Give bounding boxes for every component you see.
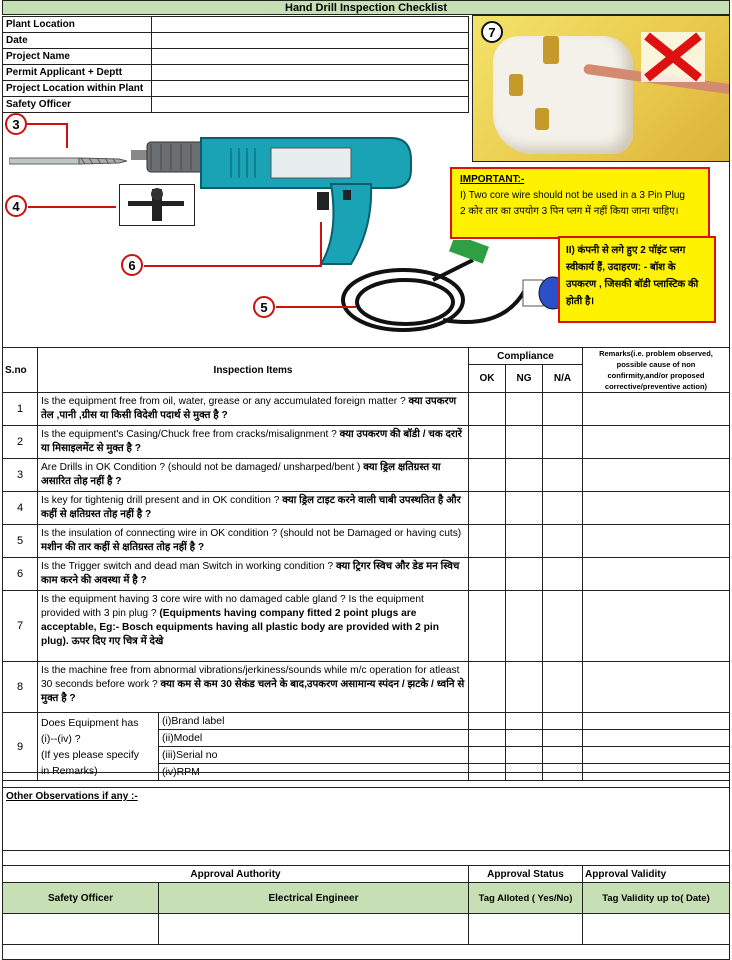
inspection-item bbox=[37, 491, 469, 525]
callout-text: 4 bbox=[12, 198, 20, 214]
item-hindi: क्या ट्रिगर स्विच और डेड मन स्विच काम करने की अवस्था में है ? bbox=[41, 561, 460, 586]
field-label: Project Location within Plant bbox=[2, 80, 152, 97]
inspection-item bbox=[37, 661, 469, 713]
item-hindi: क्या ड्रिल क्षतिग्रस्त या असारित तोह नहीं है ? bbox=[41, 462, 441, 487]
na-cell[interactable] bbox=[542, 661, 583, 713]
na-cell[interactable] bbox=[542, 712, 583, 730]
important-heading: IMPORTANT:- bbox=[460, 174, 525, 185]
remarks-cell[interactable] bbox=[582, 557, 730, 591]
item-english: Is the equipment's Casing/Chuck free from cracks/misalignment ? bbox=[41, 429, 337, 440]
row9-subitem: (iv)RPM bbox=[158, 763, 469, 781]
field-label: Plant Location bbox=[2, 16, 152, 33]
item-english: Is the Trigger switch and dead man Switch in working condition ? bbox=[41, 561, 334, 572]
callout-text: 6 bbox=[128, 257, 136, 273]
row9-line: (i)--(iv) ? bbox=[41, 733, 81, 745]
col-ok bbox=[468, 364, 506, 393]
item-english: Is the equipment free from oil, water, grease or any accumulated foreign matter ? bbox=[41, 396, 406, 407]
callout-3 bbox=[5, 113, 27, 135]
safety-officer-text: Safety Officer bbox=[47, 892, 114, 904]
important-note bbox=[450, 167, 710, 239]
approval-status bbox=[468, 865, 583, 883]
approval-validity-text: Approval Validity bbox=[585, 868, 667, 880]
plug-pin bbox=[509, 74, 523, 96]
other-obs-label: Other Observations if any :- bbox=[6, 791, 138, 802]
callout-line bbox=[276, 306, 356, 308]
na-cell[interactable] bbox=[542, 729, 583, 747]
spacer-row bbox=[2, 850, 730, 866]
items-text: Inspection Items bbox=[213, 364, 293, 376]
remarks-cell[interactable] bbox=[582, 746, 730, 764]
callout-line bbox=[27, 123, 67, 125]
row-number: 9 bbox=[2, 712, 38, 781]
remarks-cell[interactable] bbox=[582, 392, 730, 426]
ok-cell[interactable] bbox=[468, 557, 506, 591]
row-number: 3 bbox=[2, 458, 38, 492]
remarks-cell[interactable] bbox=[582, 491, 730, 525]
electrical-engineer-sign[interactable] bbox=[158, 913, 469, 945]
callout-text: 3 bbox=[12, 116, 20, 132]
remarks-text: Remarks(i.e. problem observed, possible cause of non confirmity,and/or proposed corrective/preventive action) bbox=[599, 349, 713, 391]
field-label: Permit Applicant + Deptt bbox=[2, 64, 152, 81]
ng-cell[interactable] bbox=[505, 746, 543, 764]
tag-alloted-head bbox=[468, 882, 583, 914]
ok-cell[interactable] bbox=[468, 746, 506, 764]
important-line2-hi: II) कंपनी से लगे हुए 2 पॉइंट प्लग स्वीकार्य हैं, उदाहरण: - बॉश के उपकरण , जिसकी बॉडी प्लास्टिक की होती है। bbox=[566, 245, 699, 307]
ng-cell[interactable] bbox=[505, 524, 543, 558]
na-cell[interactable] bbox=[542, 491, 583, 525]
field-value[interactable] bbox=[151, 96, 469, 113]
item-english: Is the machine free from abnormal vibrations/jerkiness/sounds while m/c operation for atleast 30 seconds before work ? bbox=[41, 665, 460, 690]
inspection-item bbox=[37, 590, 469, 662]
safety-officer-sign[interactable] bbox=[2, 913, 159, 945]
item-hindi: ऊपर दिए गए चित्र में देखे bbox=[71, 636, 164, 647]
ng-cell[interactable] bbox=[505, 491, 543, 525]
inspection-item bbox=[37, 557, 469, 591]
item-hindi: क्या उपकरण की बॉडी / चक दरारें या मिसाइलमेंट से मुक्त है ? bbox=[41, 429, 462, 454]
item-hindi: मशीन की तार कहीं से क्षतिग्रस्त तोह नहीं है ? bbox=[41, 542, 205, 553]
callout-5 bbox=[253, 296, 275, 318]
title-text: Hand Drill Inspection Checklist bbox=[285, 1, 447, 14]
col-sno bbox=[2, 347, 38, 393]
row9-subitem: (i)Brand label bbox=[158, 712, 469, 730]
inspection-item bbox=[37, 524, 469, 558]
ok-cell[interactable] bbox=[468, 425, 506, 459]
na-cell[interactable] bbox=[542, 458, 583, 492]
item-hindi: क्या कम से कम 30 सेकंड चलने के बाद,उपकरण असामान्य स्पंदन / झटके / ध्वनि से मुक्त है ? bbox=[41, 679, 465, 704]
approval-authority bbox=[2, 865, 469, 883]
row9-subitem: (iii)Serial no bbox=[158, 746, 469, 764]
approval-validity bbox=[582, 865, 730, 883]
callout-line bbox=[28, 206, 116, 208]
item-hindi: क्या ड्रिल टाइट करने वाली चाबी उपस्थतित है और कहीं से क्षतिग्रस्त तोह नहीं है ? bbox=[41, 495, 461, 520]
sno-text: S.no bbox=[5, 364, 27, 376]
tag-validity-value[interactable] bbox=[582, 913, 730, 945]
row-number: 4 bbox=[2, 491, 38, 525]
callout-4 bbox=[5, 195, 27, 217]
approval-status-text: Approval Status bbox=[487, 868, 564, 880]
page-title bbox=[2, 0, 730, 15]
col-items bbox=[37, 347, 469, 393]
field-value[interactable] bbox=[151, 32, 469, 49]
item-hindi: क्या उपकरण तेल ,पानी ,ग्रीस या किसी विदेशी पदार्थ से मुक्त है ? bbox=[41, 396, 457, 421]
item-english: Is the equipment having 3 core wire with no damaged cable gland ? Is the equipment provided with 3 pin plug ? bbox=[41, 594, 424, 619]
row-number: 6 bbox=[2, 557, 38, 591]
row-number: 2 bbox=[2, 425, 38, 459]
remarks-cell[interactable] bbox=[582, 425, 730, 459]
inspection-item bbox=[37, 425, 469, 459]
cable-and-plug-icon bbox=[333, 240, 573, 350]
row-number: 5 bbox=[2, 524, 38, 558]
field-value[interactable] bbox=[151, 48, 469, 65]
spacer-row bbox=[2, 772, 730, 788]
ng-cell[interactable] bbox=[505, 729, 543, 747]
remarks-cell[interactable] bbox=[582, 458, 730, 492]
tag-alloted-text: Tag Alloted ( Yes/No) bbox=[478, 892, 573, 904]
field-label: Project Name bbox=[2, 48, 152, 65]
field-label: Date bbox=[2, 32, 152, 49]
remarks-cell[interactable] bbox=[582, 712, 730, 730]
tag-alloted-value[interactable] bbox=[468, 913, 583, 945]
row-number: 1 bbox=[2, 392, 38, 426]
row9-line: (If yes please specify bbox=[41, 749, 140, 761]
ng-cell[interactable] bbox=[505, 458, 543, 492]
callout-line bbox=[320, 222, 322, 267]
remarks-cell[interactable] bbox=[582, 524, 730, 558]
bottom-row bbox=[2, 944, 730, 960]
callout-line bbox=[66, 123, 68, 148]
na-text: N/A bbox=[553, 373, 572, 384]
safety-officer-head bbox=[2, 882, 159, 914]
electrical-engineer-text: Electrical Engineer bbox=[268, 892, 359, 904]
ok-text: OK bbox=[479, 373, 495, 384]
row9-line: Does Equipment has bbox=[41, 717, 139, 729]
na-cell[interactable] bbox=[542, 524, 583, 558]
drill-bit-icon bbox=[9, 154, 119, 164]
ng-cell[interactable] bbox=[505, 590, 543, 662]
ok-cell[interactable] bbox=[468, 491, 506, 525]
item-english-note: (Equipments having company fitted 2 point plugs are acceptable, Eg:- Bosch equipments having all plastic body are provided with 2 pin plug). bbox=[41, 608, 439, 647]
callout-6 bbox=[121, 254, 143, 276]
electrical-engineer-head bbox=[158, 882, 469, 914]
other-observations[interactable] bbox=[2, 787, 730, 851]
callout-text: 5 bbox=[260, 299, 268, 315]
na-cell[interactable] bbox=[542, 746, 583, 764]
important-line1-en: I) Two core wire should not be used in a 3 Pin Plug bbox=[460, 190, 685, 201]
ok-cell[interactable] bbox=[468, 458, 506, 492]
ng-cell[interactable] bbox=[505, 661, 543, 713]
row9-subitem: (ii)Model bbox=[158, 729, 469, 747]
na-cell[interactable] bbox=[542, 557, 583, 591]
item-english: Is key for tightenig drill present and in OK condition ? bbox=[41, 495, 280, 506]
ng-cell[interactable] bbox=[505, 392, 543, 426]
important-line1-hi: 2 कोर तार का उपयोग 3 पिन प्लग में नहीं किया जाना चाहिए। bbox=[460, 206, 679, 217]
field-label: Safety Officer bbox=[2, 96, 152, 113]
ng-text: NG bbox=[516, 373, 532, 384]
na-cell[interactable] bbox=[542, 590, 583, 662]
ok-cell[interactable] bbox=[468, 524, 506, 558]
ok-cell[interactable] bbox=[468, 590, 506, 662]
important-note-2 bbox=[558, 236, 716, 323]
remarks-cell[interactable] bbox=[582, 590, 730, 662]
remarks-cell[interactable] bbox=[582, 661, 730, 713]
tag-validity-head bbox=[582, 882, 730, 914]
field-value[interactable] bbox=[151, 80, 469, 97]
ng-cell[interactable] bbox=[505, 425, 543, 459]
ok-cell[interactable] bbox=[468, 712, 506, 730]
callout-line bbox=[144, 265, 321, 267]
col-ng bbox=[505, 364, 543, 393]
plug-pin bbox=[543, 36, 559, 64]
field-value[interactable] bbox=[151, 64, 469, 81]
row-number: 7 bbox=[2, 590, 38, 662]
approval-authority-text: Approval Authority bbox=[190, 868, 281, 880]
item-english: Is the insulation of connecting wire in OK condition ? (should not be Damaged or having cuts) bbox=[41, 528, 462, 539]
callout-7 bbox=[481, 21, 503, 43]
field-value[interactable] bbox=[151, 16, 469, 33]
item-english: Are Drills in OK Condition ? (should not be damaged/ unsharped/bent ) bbox=[41, 462, 361, 473]
inspection-item bbox=[37, 458, 469, 492]
inspection-item bbox=[37, 392, 469, 426]
col-remarks bbox=[582, 347, 730, 393]
row9-line: in Remarks) bbox=[41, 765, 98, 777]
ok-cell[interactable] bbox=[468, 729, 506, 747]
ng-cell[interactable] bbox=[505, 557, 543, 591]
col-na bbox=[542, 364, 583, 393]
tag-validity-text: Tag Validity up to( Date) bbox=[602, 892, 710, 904]
ok-cell[interactable] bbox=[468, 392, 506, 426]
col-compliance bbox=[468, 347, 583, 365]
row9-question bbox=[37, 712, 159, 781]
callout-text: 7 bbox=[488, 24, 496, 40]
na-cell[interactable] bbox=[542, 392, 583, 426]
remarks-cell[interactable] bbox=[582, 729, 730, 747]
ng-cell[interactable] bbox=[505, 712, 543, 730]
cross-mark-icon bbox=[633, 28, 713, 88]
ok-cell[interactable] bbox=[468, 661, 506, 713]
compliance-text: Compliance bbox=[497, 350, 554, 362]
row-number: 8 bbox=[2, 661, 38, 713]
na-cell[interactable] bbox=[542, 425, 583, 459]
